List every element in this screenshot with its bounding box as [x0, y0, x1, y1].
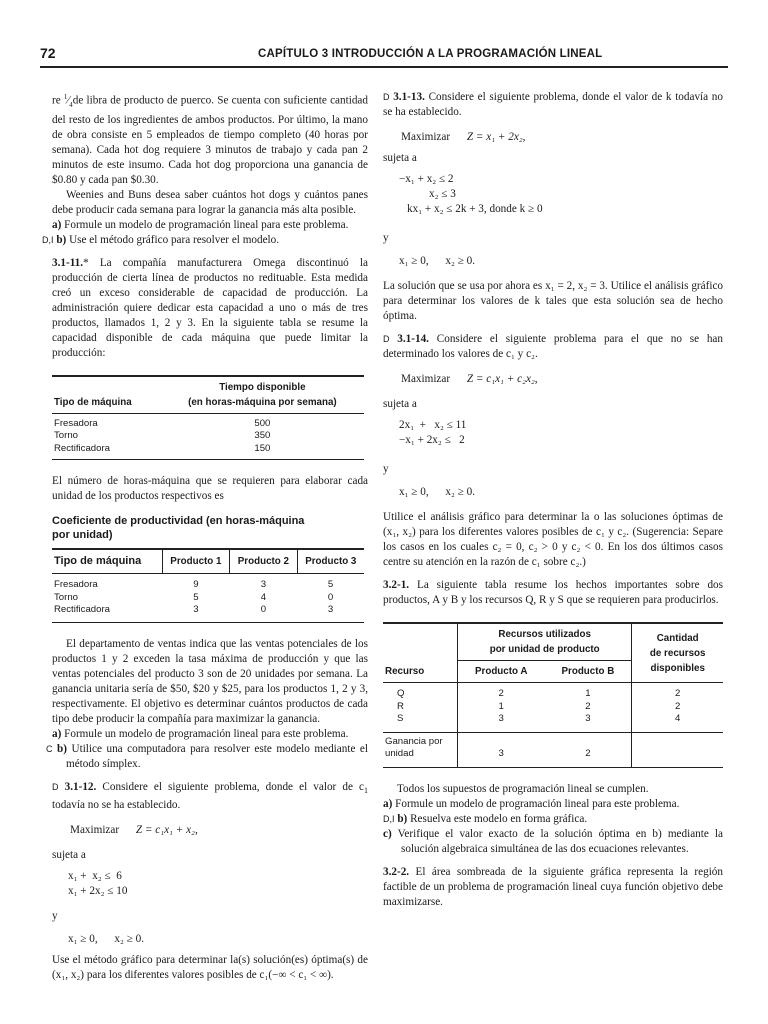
p313-constraint-2: x₂ ≤ 3: [429, 188, 456, 200]
p313-y: y: [383, 232, 389, 244]
table3-col-available: Cantidad de recursos disponibles: [632, 623, 723, 683]
table-cell: 1: [458, 701, 545, 714]
p313-closing: La solución que se usa por ahora es x₁ = 2, x₂ = 3. Utilice el análisis gráfico para determinar los valores de k tales que esta solución sea de hecho óptima.: [383, 280, 723, 322]
problem-3-2-1: 3.2-1. La siguiente tabla resume los hechos importantes sobre dos productos, A y B y los recursos Q, R y S que se requieren para producirlos.: [383, 579, 724, 606]
p312-objective: Maximizar Z = c₁x₁ + x₂,: [70, 824, 198, 837]
table-cell: 4: [632, 713, 723, 732]
table-cell: R: [397, 700, 404, 712]
table1-col-machine: Tipo de máquina: [52, 376, 161, 414]
p313-constraint-3: kx₁ + x₂ ≤ 2k + 3, donde k ≥ 0: [407, 203, 543, 215]
p314-constraint-1: 2x₁ + x₂ ≤ 11: [399, 419, 467, 431]
problem-3-1-13: D 3.1-13. Considere el siguiente problema, donde el valor de k todavía no se ha establecido.: [383, 91, 723, 118]
p321-item-b: D,I b) Resuelva este modelo en forma gráfica.: [383, 812, 588, 825]
table-cell: 2: [632, 701, 723, 714]
problem-3-1-11-item-a: a) Formule un modelo de programación lineal para este problema.: [52, 727, 349, 740]
table-cell: Fresadora: [54, 417, 98, 429]
table-cell: 2: [632, 683, 723, 701]
table3-col-resource: Recurso: [383, 623, 458, 683]
table-cell: Ganancia por unidad: [383, 732, 458, 767]
table-cell: 2: [585, 700, 591, 712]
intro-item-a: a) Formule un modelo de programación lineal para este problema.: [52, 218, 349, 231]
right-column: [383, 90, 723, 910]
table3-group-header: Recursos utilizados por unidad de producto: [458, 623, 632, 661]
fraction-numerator: 1: [63, 93, 68, 101]
table-cell: 4: [260, 591, 267, 603]
p314-closing: Utilice el análisis gráfico para determinar la o las soluciones óptimas de (x₁, x₂) para los diferentes valores posibles de c₁ y c₂. (Sugerencia: Separe los casos en los cuales c₂ = 0, c₂ > 0 y c₂ < 0. En los dos últimos casos centre su atención en la razón de c₁ sobre c₂.): [383, 511, 723, 568]
p321-item-a: a) Formule un modelo de programación lineal para este problema.: [383, 797, 680, 810]
resources-table: [383, 622, 723, 768]
table3-col-b: Producto B: [544, 661, 631, 683]
p314-y: y: [383, 463, 389, 475]
p321-item-c: c) Verifique el valor exacto de la solución óptima en b) mediante la solución algebraica simultánea de las dos ecuaciones relevantes.: [383, 827, 723, 855]
table-cell: 2: [458, 683, 545, 701]
table-cell: Q: [397, 688, 405, 699]
p321-note: Todos los supuestos de programación lineal se cumplen.: [397, 782, 649, 795]
p313-nonneg: x₁ ≥ 0, x₂ ≥ 0.: [399, 255, 476, 267]
problem-3-2-2: 3.2-2. El área sombreada de la siguiente gráfica representa la región factible de un problema de programación lineal cuya función objetivo debe maximizarse.: [383, 865, 723, 908]
table-cell: 1: [585, 688, 591, 699]
p314-objective: Maximizar Z = c₁x₁ + c₂x₂,: [401, 373, 538, 385]
page-number: 72: [40, 45, 56, 61]
p312-nonneg: x₁ ≥ 0, x₂ ≥ 0.: [68, 933, 145, 946]
page-header: [40, 46, 728, 64]
problem-3-1-11: 3.1-11.* La compañía manufacturera Omega discontinuó la producción de cierta línea de productos no redituable. Esta medida creó un exceso considerable de capacidad de producción. La administración quiere dedicar esta capacidad a uno o más de tres productos, llamados 1, 2 y 3. En la siguiente tabla se resume la capacidad disponible de cada máquina que puede limitar la producción:: [52, 256, 368, 359]
table-cell: 3: [193, 604, 199, 616]
table3-col-a: Producto A: [458, 661, 545, 683]
table-cell: Torno: [54, 430, 78, 442]
p313-objective: Maximizar Z = x₁ + 2x₂,: [401, 131, 526, 143]
table1-col-time: Tiempo disponible (en horas-máquina por semana): [161, 376, 364, 414]
intro-item-b: D,I b) Use el método gráfico para resolver el modelo.: [42, 233, 280, 246]
table-cell: 0: [260, 604, 267, 616]
problem-3-1-12: D 3.1-12. Considere el siguiente problema, donde el valor de $c_1$ todavía no se ha establecido.: [52, 780, 369, 812]
table-cell: 3: [458, 732, 545, 767]
machine-capacity-table: [52, 375, 364, 461]
p314-subject: sujeta a: [383, 398, 417, 410]
table-cell: 9: [193, 579, 199, 591]
problem-3-1-11-text2: El número de horas-máquina que se requieren para elaborar cada unidad de los productos respectivos es: [52, 475, 368, 503]
table-cell: 500: [254, 417, 271, 429]
chapter-title: CAPÍTULO 3 INTRODUCCIÓN A LA PROGRAMACIÓN LINEAL: [258, 48, 603, 60]
left-column: [42, 90, 369, 983]
table-cell: S: [397, 713, 404, 724]
table-cell: 350: [254, 430, 271, 442]
p312-subject: sujeta a: [52, 849, 86, 862]
table-cell: [632, 732, 723, 767]
table2-col-machine: Tipo de máquina: [52, 549, 162, 574]
p312-constraint-1: x₁ + x₂ ≤ 6: [68, 870, 122, 883]
p312-closing: Use el método gráfico para determinar la(s) solución(es) óptima(s) de (x₁, x₂) para los diferentes valores posibles de c₁(−∞ < c₁ < ∞).: [52, 954, 368, 982]
header-rule: [40, 66, 728, 68]
table-cell: Torno: [54, 591, 78, 603]
productivity-table: [52, 548, 364, 623]
p314-nonneg: x₁ ≥ 0, x₂ ≥ 0.: [399, 486, 476, 498]
table-cell: 0: [327, 591, 334, 603]
intro-paragraph: re $^1⁄_4de$ libra de producto de puerco. Se cuenta con suficiente cantidad del resto de los ingredientes de ambos productos. Por último, la mano de obra consiste en 5 empleados de tiempo completo (40 horas por semana). Cada hot dog requiere 3 minutos de trabajo y cada pan 2 minutos de este insumo. Cada hot dog proporciona una ganancia de $0.80 y cada pan $0.30.: [52, 93, 368, 186]
fraction-denominator: 4: [69, 100, 73, 109]
p312-constraint-2: x₁ + 2x₂ ≤ 10: [68, 885, 128, 898]
p313-constraint-1: −x₁ + x₂ ≤ 2: [399, 173, 454, 185]
table2-caption: Coeficiente de productividad (en horas-máquina por unidad): [52, 515, 305, 542]
table-cell: 2: [544, 732, 631, 767]
table-cell: 3: [327, 604, 334, 616]
table-cell: 5: [327, 579, 334, 591]
table-cell: Rectificadora: [54, 604, 110, 616]
table-cell: 3: [260, 579, 267, 591]
problem-3-1-11-text3: El departamento de ventas indica que las ventas potenciales de los productos 1 y 2 exceden la tasa máxima de producción y que las ventas potenciales del producto 3 son de 20 unidades por semana. La ganancia unitaria sería de $50, $20 y $25, para los productos 1, 2 y 3, respectivamente. El objetivo es determinar cuántos productos de cada tipo debe producir la compañía para maximizar la ganancia.: [52, 637, 368, 725]
problem-3-1-11-item-b: C b) Utilice una computadora para resolver este modelo mediante el método símplex.: [46, 742, 369, 770]
table-cell: 3: [585, 713, 591, 724]
table2-col-p3: Producto 3: [297, 549, 364, 574]
table-cell: 3: [458, 713, 545, 732]
table-cell: Fresadora: [54, 579, 98, 591]
problem-3-1-14: D 3.1-14. Considere el siguiente problema para el que no se han determinado los valores de c₁ y c₂.: [383, 333, 723, 360]
table-cell: 5: [193, 591, 199, 603]
table2-col-p2: Producto 2: [230, 549, 297, 574]
intro-paragraph-2: Weenies and Buns desea saber cuántos hot dogs y cuántos panes debe producir cada semana para lograr la ganancia más alta posible.: [52, 188, 368, 216]
table-cell: Rectificadora: [54, 442, 110, 454]
p313-subject: sujeta a: [383, 152, 417, 164]
table2-col-p1: Producto 1: [162, 549, 229, 574]
p312-y: y: [52, 910, 58, 923]
table-cell: 150: [254, 442, 271, 454]
p314-constraint-2: −x₁ + 2x₂ ≤ 2: [399, 434, 465, 446]
